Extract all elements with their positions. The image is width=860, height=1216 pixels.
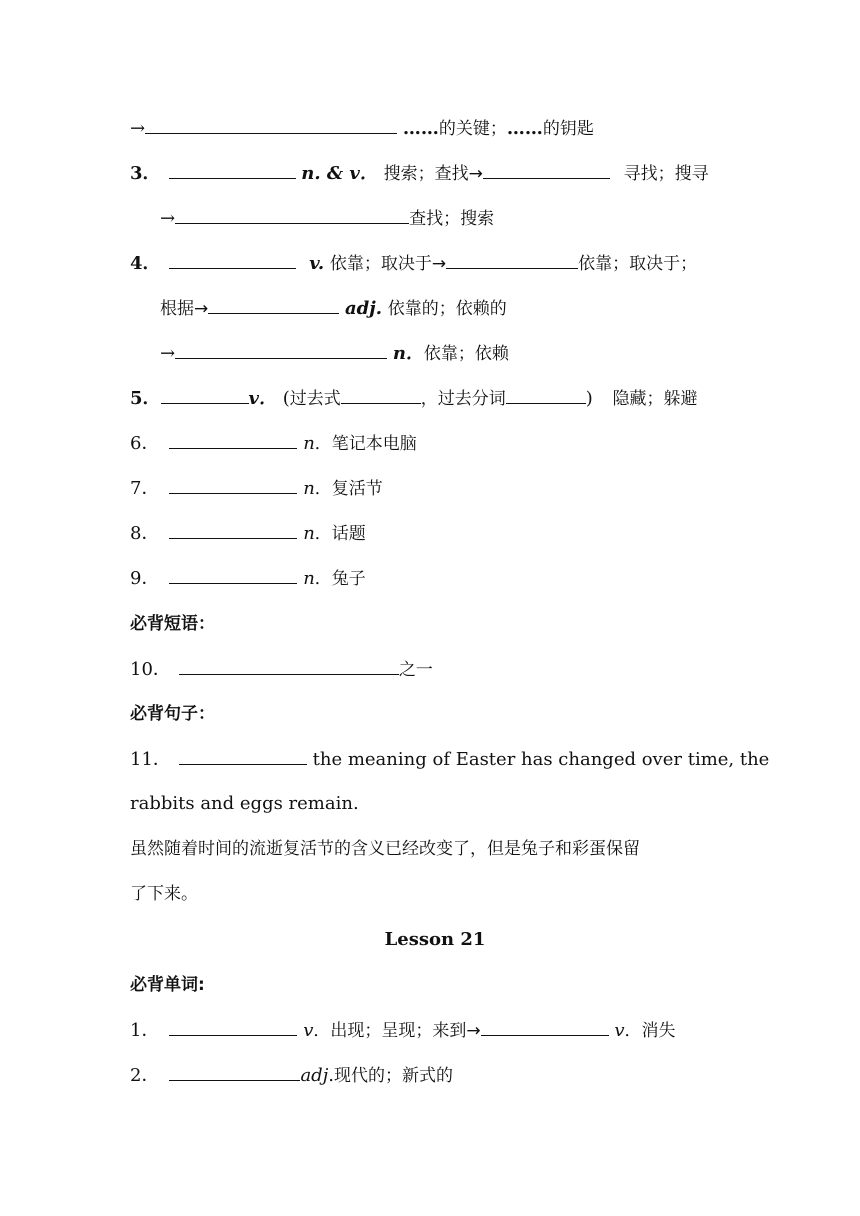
answer-blank[interactable] bbox=[175, 341, 387, 359]
word-item: 7． n．复活节 bbox=[130, 478, 383, 499]
answer-blank[interactable] bbox=[169, 161, 296, 179]
item-4-continuation-2: → n．依靠；依赖 bbox=[160, 343, 509, 364]
item-5: 5． v． (过去式 ，过去分词 ) 隐藏；躲避 bbox=[130, 388, 698, 409]
answer-blank[interactable] bbox=[169, 1018, 297, 1036]
item-2-continuation: → ……的关键；……的钥匙 bbox=[130, 118, 594, 139]
item-11-translation: 虽然随着时间的流逝复活节的含义已经改变了，但是兔子和彩蛋保留 bbox=[130, 839, 640, 859]
lesson21-item-1: 1． v．出现；呈现；来到→ v．消失 bbox=[130, 1020, 676, 1041]
answer-blank[interactable] bbox=[169, 521, 297, 539]
words-heading: 必背单词: bbox=[130, 975, 205, 995]
item-11-continuation: rabbits and eggs remain. bbox=[130, 793, 359, 814]
answer-blank[interactable] bbox=[161, 386, 249, 404]
answer-blank[interactable] bbox=[483, 161, 610, 179]
lesson21-item-2: 2． adj.现代的；新式的 bbox=[130, 1065, 454, 1086]
answer-blank[interactable] bbox=[179, 657, 399, 675]
item-11-translation-cont: 了下来。 bbox=[130, 884, 198, 904]
answer-blank[interactable] bbox=[169, 1063, 300, 1081]
item-4-continuation-1: 根据→ adj. 依靠的；依赖的 bbox=[160, 298, 507, 319]
item-3-continuation: → 查找；搜索 bbox=[160, 208, 495, 229]
answer-blank[interactable] bbox=[446, 251, 578, 269]
word-item: 8． n．话题 bbox=[130, 523, 366, 544]
answer-blank[interactable] bbox=[169, 476, 297, 494]
sentences-heading: 必背句子： bbox=[130, 704, 215, 724]
answer-blank[interactable] bbox=[481, 1018, 609, 1036]
item-11: 11． the meaning of Easter has changed over time, the bbox=[130, 749, 770, 770]
answer-blank[interactable] bbox=[179, 747, 307, 765]
answer-blank[interactable] bbox=[341, 386, 421, 404]
answer-blank[interactable] bbox=[208, 296, 339, 314]
answer-blank[interactable] bbox=[175, 206, 409, 224]
answer-blank[interactable] bbox=[145, 116, 397, 134]
lesson-title: Lesson 21 bbox=[384, 929, 486, 950]
item-10: 10． 之一 bbox=[130, 659, 433, 680]
answer-blank[interactable] bbox=[506, 386, 586, 404]
word-item: 6． n．笔记本电脑 bbox=[130, 433, 417, 454]
word-item: 9． n．兔子 bbox=[130, 568, 366, 589]
answer-blank[interactable] bbox=[169, 431, 297, 449]
answer-blank[interactable] bbox=[169, 251, 296, 269]
answer-blank[interactable] bbox=[169, 566, 297, 584]
item-4: 4． v. 依靠；取决于→ 依靠；取决于； bbox=[130, 253, 698, 274]
phrases-heading: 必背短语： bbox=[130, 614, 215, 634]
item-3: 3． n. & v． 搜索；查找→ 寻找；搜寻 bbox=[130, 163, 709, 184]
